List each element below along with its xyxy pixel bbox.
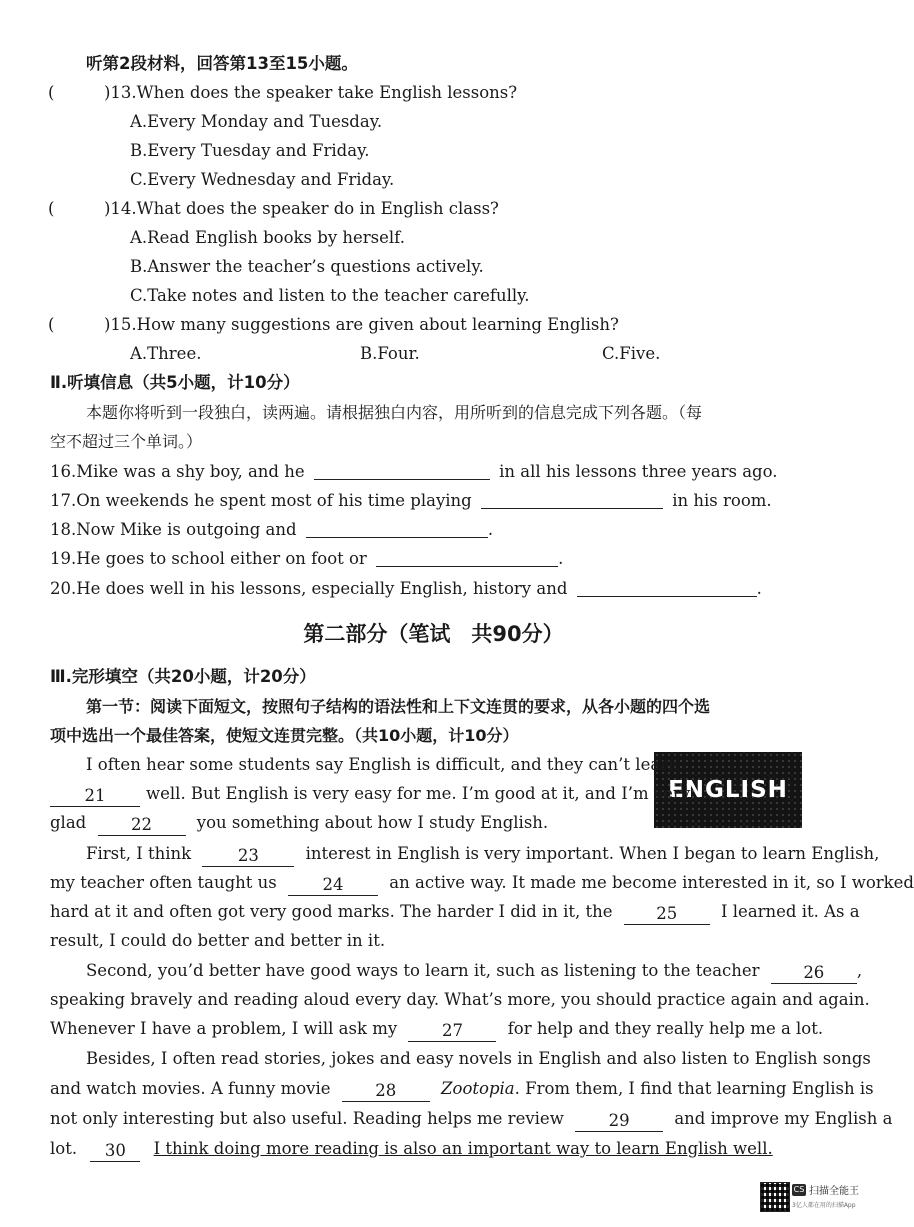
option-13a: A.Every Monday and Tuesday. (130, 112, 383, 131)
option-13c: C.Every Wednesday and Friday. (130, 170, 395, 189)
p4-line2: and watch movies. A funny movie 28 Zootopia. From them, I find that learning English is (50, 1079, 874, 1100)
p2-line2: my teacher often taught us 24 an active way. It made me become interested in it, so I worked (50, 873, 914, 894)
option-15b: B.Four. (360, 344, 420, 363)
option-13b: B.Every Tuesday and Friday. (130, 141, 370, 160)
question-15: ( )15.How many suggestions are given about learning English? (48, 315, 619, 334)
option-14c: C.Take notes and listen to the teacher carefully. (130, 286, 530, 305)
option-15a: A.Three. (130, 344, 202, 363)
section3-instruction-1: 第一节：阅读下面短文，按照句子结构的语法性和上下文连贯的要求，从各小题的四个选 (86, 697, 711, 716)
p2-line1: First, I think 23 interest in English is very important. When I began to learn English, (86, 844, 880, 865)
cloze-blank-26[interactable]: 26 (771, 963, 857, 984)
answer-blank-19[interactable] (376, 548, 558, 567)
camscanner-logo-icon: CS (793, 1185, 805, 1194)
cloze-blank-21[interactable]: 21 (50, 786, 140, 807)
part2-title: 第二部分（笔试 共90分） (303, 622, 564, 646)
section2-instruction-1: 本题你将听到一段独白，读两遍。请根据独白内容，用所听到的信息完成下列各题。（每 (86, 403, 703, 422)
question-14: ( )14.What does the speaker do in English class? (48, 199, 499, 218)
question-13: ( )13.When does the speaker take English lessons? (48, 83, 518, 102)
section3-instruction-2: 项中选出一个最佳答案，使短文连贯完整。（共10小题，计10分） (50, 726, 519, 745)
underlined-sentence: I think doing more reading is also an important way to learn English well. (153, 1139, 773, 1158)
cloze-blank-25[interactable]: 25 (624, 904, 710, 925)
option-14b: B.Answer the teacher’s questions actively. (130, 257, 484, 276)
p3-line3: Whenever I have a problem, I will ask my 27 for help and they really help me a lot. (50, 1019, 824, 1040)
question-17: 17.On weekends he spent most of his time playing in his room. (50, 491, 772, 510)
p1-line1: I often hear some students say English is difficult, and they can’t learn (86, 755, 679, 774)
section3-heading: Ⅲ.完形填空（共20小题，计20分） (50, 667, 316, 686)
p3-line1: Second, you’d better have good ways to learn it, such as listening to the teacher 26 , (86, 961, 863, 982)
cloze-blank-23[interactable]: 23 (202, 846, 294, 867)
watermark-sub: 3亿人都在用的扫描App (792, 1202, 856, 1209)
p4-line3: not only interesting but also useful. Reading helps me review 29 and improve my English a (50, 1109, 893, 1130)
p1-line3: glad 22 you something about how I study English. (50, 813, 549, 834)
answer-blank-17[interactable] (481, 490, 663, 509)
p1-line2: 21 well. But English is very easy for me. I’m good at it, and I’m very (50, 783, 690, 807)
option-15c: C.Five. (602, 344, 661, 363)
cloze-blank-29[interactable]: 29 (575, 1111, 663, 1132)
p3-line2: speaking bravely and reading aloud every day. What’s more, you should practice again and again. (50, 990, 870, 1009)
p2-line3: hard at it and often got very good marks. The harder I did in it, the 25 I learned it. As a (50, 902, 860, 923)
listening-intro: 听第2段材料，回答第13至15小题。 (86, 54, 358, 73)
option-14a: A.Read English books by herself. (130, 228, 405, 247)
answer-blank-20[interactable] (577, 578, 757, 597)
section2-heading: Ⅱ.听填信息（共5小题，计10分） (50, 373, 300, 392)
p2-line4: result, I could do better and better in it. (50, 931, 386, 950)
english-image: ENGLISH (654, 752, 802, 828)
p4-line1: Besides, I often read stories, jokes and easy novels in English and also listen to English songs (86, 1049, 871, 1068)
p4-line4: lot. 30 I think doing more reading is also an important way to learn English well. (50, 1139, 773, 1160)
cloze-blank-24[interactable]: 24 (288, 875, 378, 896)
cloze-blank-22[interactable]: 22 (98, 815, 186, 836)
section2-instruction-2: 空不超过三个单词。） (50, 432, 203, 451)
cloze-blank-27[interactable]: 27 (408, 1021, 496, 1042)
question-19: 19.He goes to school either on foot or . (50, 549, 564, 568)
cloze-blank-30[interactable]: 30 (90, 1141, 140, 1162)
answer-blank-18[interactable] (306, 519, 488, 538)
cloze-blank-28[interactable]: 28 (342, 1081, 430, 1102)
watermark-brand: 扫描全能王 (809, 1186, 859, 1197)
movie-title: Zootopia (441, 1079, 515, 1098)
qr-code-icon (760, 1182, 790, 1212)
question-16: 16.Mike was a shy boy, and he in all his lessons three years ago. (50, 462, 778, 481)
question-20: 20.He does well in his lessons, especially English, history and . (50, 579, 762, 598)
question-18: 18.Now Mike is outgoing and . (50, 520, 494, 539)
answer-blank-16[interactable] (314, 461, 490, 480)
